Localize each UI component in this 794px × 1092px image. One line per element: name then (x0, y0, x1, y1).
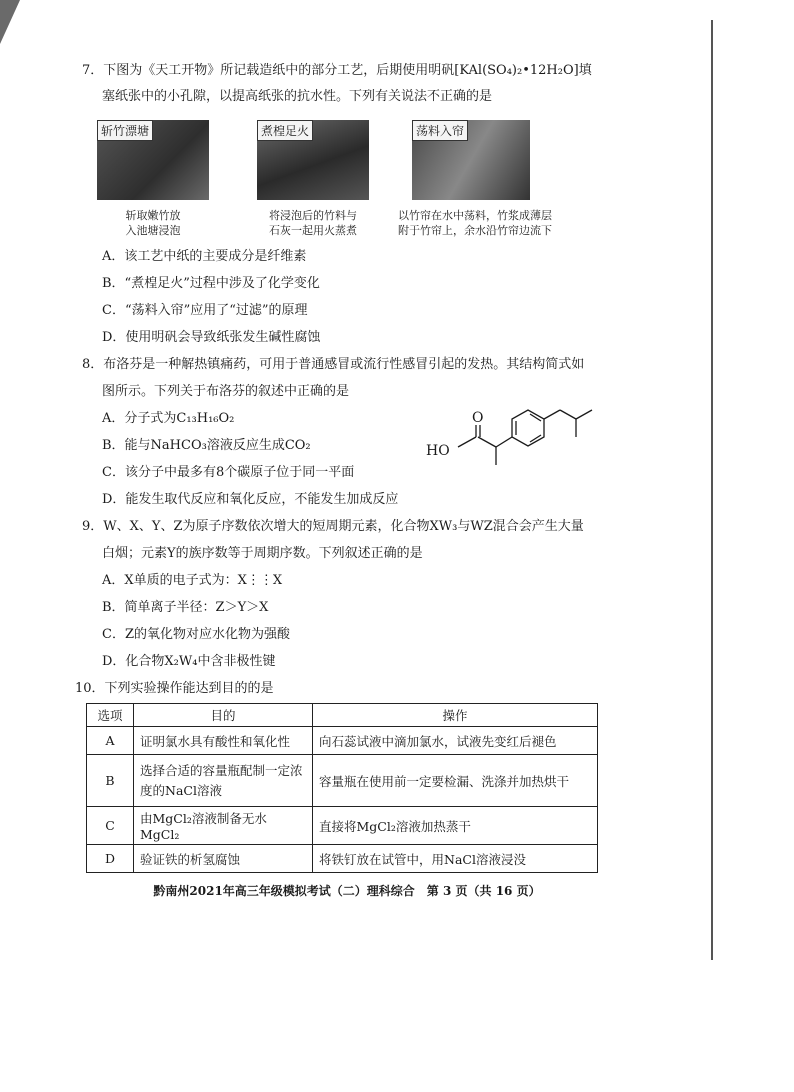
q7-line1: 7．下图为《天工开物》所记载造纸中的部分工艺，后期使用明矾[KAl(SO₄)₂•12H₂O]填 (82, 63, 592, 78)
q8-option-a: A．分子式为C₁₃H₁₆O₂ (102, 411, 235, 426)
q7-caption-1a: 斩取嫩竹放 (125, 209, 181, 222)
q7-caption-3a: 以竹帘在水中荡料，竹浆成薄层 (398, 209, 552, 222)
table-row (87, 807, 598, 845)
row-a-operation: 向石蕊试液中滴加氯水，试液先变红后褪色 (313, 727, 598, 755)
q7-image-3 (412, 120, 530, 200)
q9-option-d: D．化合物X₂W₄中含非极性键 (102, 654, 276, 669)
row-d-operation: 将铁钉放在试管中，用NaCl溶液浸没 (313, 845, 598, 873)
q10-line1: 10．下列实验操作能达到目的的是 (75, 681, 274, 696)
scan-corner-mark (0, 0, 20, 44)
table-row (87, 845, 598, 873)
row-d-option: D (87, 845, 134, 873)
q7-caption-2b: 石灰一起用火蒸煮 (269, 224, 357, 237)
q9-line1: 9．W、X、Y、Z为原子序数依次增大的短周期元素，化合物XW₃与WZ混合会产生大量 (82, 519, 584, 534)
q7-image-1 (97, 120, 209, 200)
q7-caption-2a: 将浸泡后的竹料与 (269, 209, 357, 222)
q7-caption-1b: 入池塘浸泡 (125, 224, 181, 237)
q10-table (86, 703, 598, 873)
q9-option-c: C．Z的氧化物对应水化物为强酸 (102, 627, 290, 642)
q7-caption-3b: 附于竹帘上，余水沿竹帘边流下 (398, 224, 552, 237)
q7-line2: 塞纸张中的小孔隙，以提高纸张的抗水性。下列有关说法不正确的是 (102, 89, 493, 104)
row-a-option: A (87, 727, 134, 755)
q9-line2: 白烟；元素Y的族序数等于周期序数。下列叙述正确的是 (102, 546, 423, 561)
q8-option-b: B．能与NaHCO₃溶液反应生成CO₂ (102, 438, 311, 453)
q7-image-2 (257, 120, 369, 200)
row-b-option: B (87, 755, 134, 807)
row-c-operation: 直接将MgCl₂溶液加热蒸干 (313, 807, 598, 845)
q7-image-2-label: 煮楻足火 (257, 120, 313, 141)
q8-line2: 图所示。下列关于布洛芬的叙述中正确的是 (102, 384, 350, 399)
header-option: 选项 (87, 704, 134, 727)
q8-option-d: D．能发生取代反应和氧化反应，不能发生加成反应 (102, 492, 399, 507)
header-operation: 操作 (313, 704, 598, 727)
structure-ho-label: HO (426, 443, 450, 459)
header-goal: 目的 (134, 704, 313, 727)
ibuprofen-structure (420, 385, 620, 475)
row-c-option: C (87, 807, 134, 845)
row-b-goal: 选择合适的容量瓶配制一定浓度的NaCl溶液 (134, 755, 313, 807)
q9-option-b: B．简单离子半径：Z＞Y＞X (102, 600, 269, 615)
q8-line1: 8．布洛芬是一种解热镇痛药，可用于普通感冒或流行性感冒引起的发热。其结构简式如 (82, 357, 585, 372)
q8-option-c: C．该分子中最多有8个碳原子位于同一平面 (102, 465, 355, 480)
q7-image-3-label: 荡料入帘 (412, 120, 468, 141)
table-row (87, 755, 598, 807)
q7-option-b: B．“煮楻足火”过程中涉及了化学变化 (102, 276, 320, 291)
q7-option-a: A．该工艺中纸的主要成分是纤维素 (102, 249, 307, 264)
table-header-row (87, 704, 598, 727)
page-footer: 黔南州2021年高三年级模拟考试（二）理科综合 第 3 页（共 16 页） (153, 884, 541, 898)
row-d-goal: 验证铁的析氢腐蚀 (134, 845, 313, 873)
q9-option-a: A．X单质的电子式为：X⋮⋮X (102, 573, 283, 588)
row-b-operation: 容量瓶在使用前一定要检漏、洗涤并加热烘干 (313, 755, 598, 807)
row-a-goal: 证明氯水具有酸性和氧化性 (134, 727, 313, 755)
row-c-goal: 由MgCl₂溶液制备无水MgCl₂ (134, 807, 313, 845)
structure-oxygen-label: O (472, 410, 484, 426)
page-edge-line (711, 20, 713, 960)
q7-option-d: D．使用明矾会导致纸张发生碱性腐蚀 (102, 330, 321, 345)
q7-option-c: C．“荡料入帘”应用了“过滤”的原理 (102, 303, 308, 318)
q7-image-1-label: 斩竹漂塘 (97, 120, 153, 141)
table-row (87, 727, 598, 755)
